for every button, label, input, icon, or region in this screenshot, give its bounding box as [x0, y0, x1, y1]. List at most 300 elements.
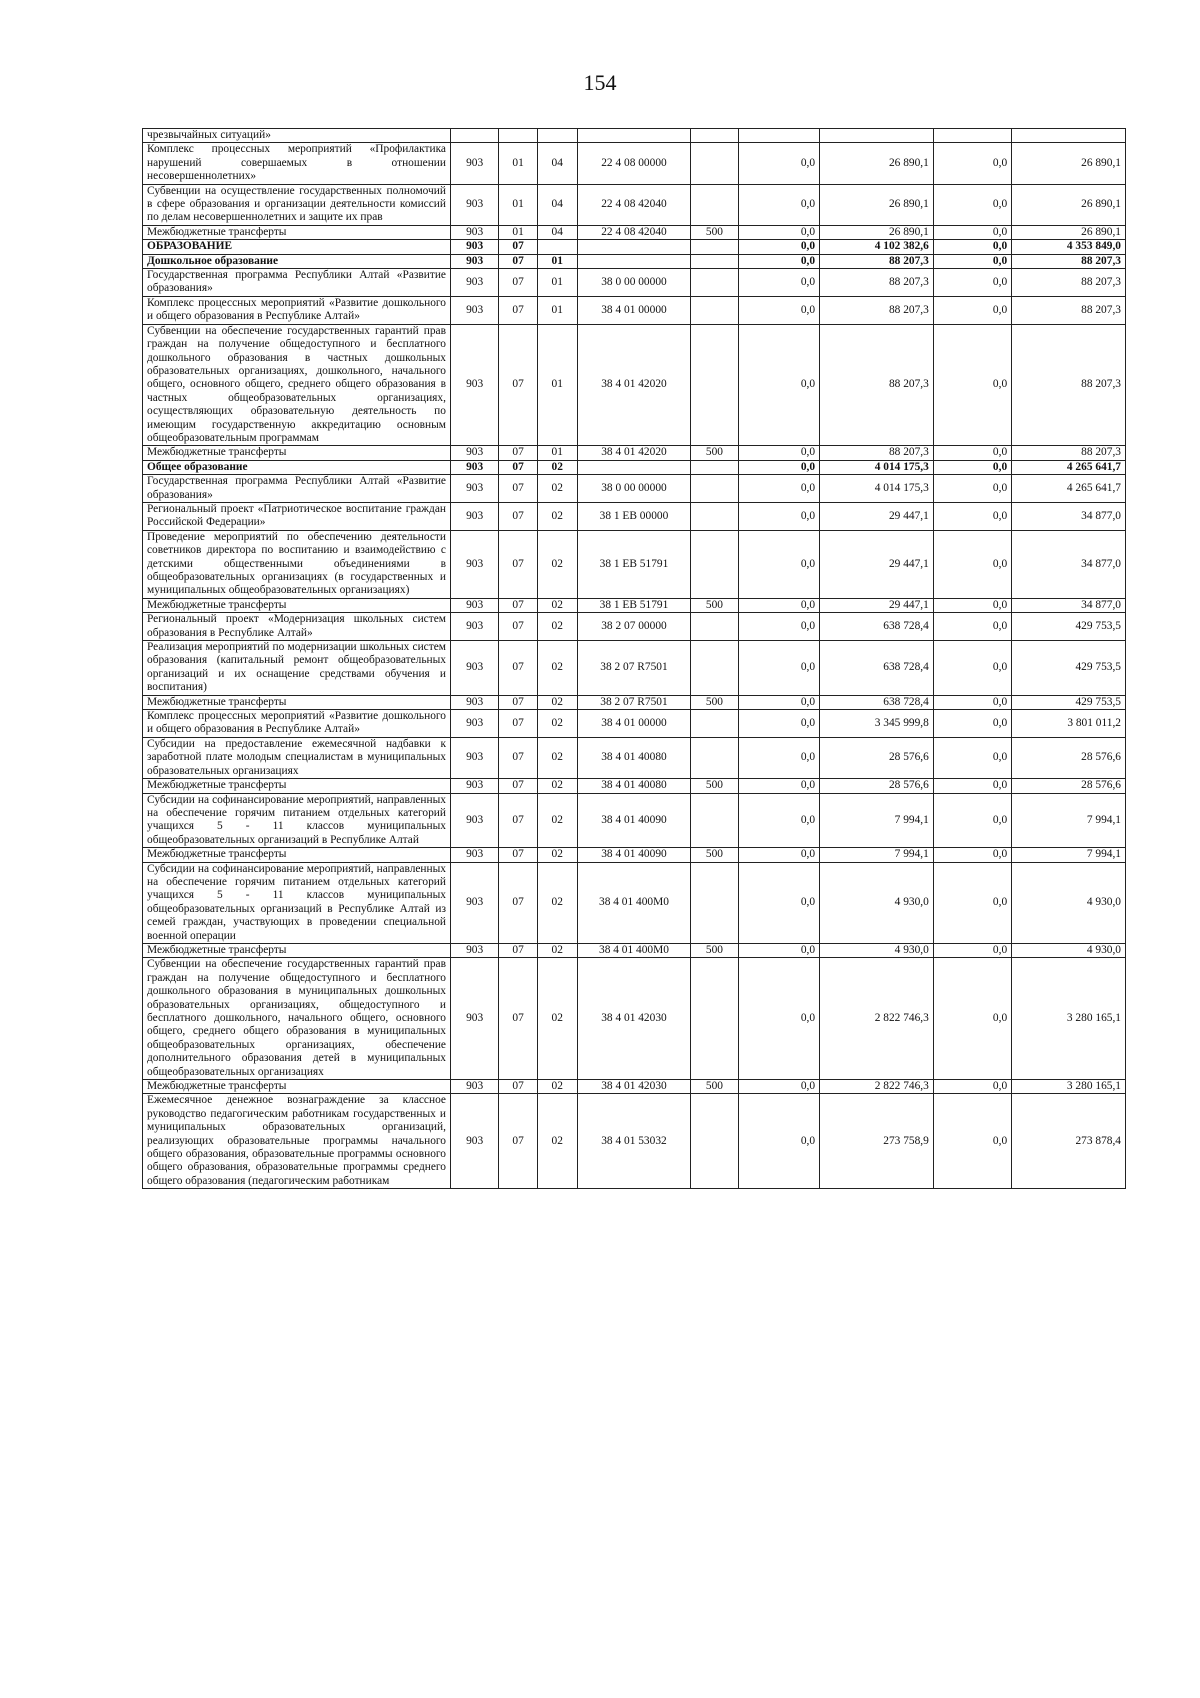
amount-col-1: 0,0 — [738, 240, 820, 254]
row-name: Межбюджетные трансферты — [143, 225, 451, 239]
subsection-code: 04 — [537, 225, 577, 239]
grbs-code: 903 — [450, 502, 498, 530]
grbs-code: 903 — [450, 240, 498, 254]
table-row — [143, 1094, 1126, 1189]
amount-col-1: 0,0 — [738, 296, 820, 324]
section-code: 07 — [499, 269, 538, 297]
target-article-code: 38 0 00 00000 — [577, 269, 691, 297]
amount-col-1: 0,0 — [738, 793, 820, 848]
row-name: Субвенции на обеспечение государственных гарантий прав граждан на получение общедоступного и бесплатного дошкольного образования в муниципальных дошкольных образовательных организациях, общедоступного и бесплатного дошкольного, начального общего, основного общего, среднего общего образования в муниципальных общеобразовательных организациях, обеспечение дополнительного образования детей в муниципальных общеобразовательных организациях — [143, 958, 451, 1080]
subsection-code: 02 — [537, 530, 577, 598]
row-name: Субсидии на предоставление ежемесячной надбавки к заработной плате молодым специалистам в муниципальных образовательных организациях — [143, 737, 451, 778]
expense-type-code — [691, 460, 738, 474]
target-article-code: 38 4 01 400M0 — [577, 943, 691, 957]
grbs-code: 903 — [450, 324, 498, 446]
row-name: Проведение мероприятий по обеспечению деятельности советников директора по воспитанию и взаимодействию с детскими общественными объединениями в общеобразовательных организациях (в государственных и муниципальных общеобразовательных организациях) — [143, 530, 451, 598]
amount-col-1: 0,0 — [738, 184, 820, 225]
amount-col-4: 429 753,5 — [1012, 695, 1126, 709]
table-row — [143, 793, 1126, 848]
subsection-code: 04 — [537, 143, 577, 184]
amount-col-3: 0,0 — [933, 254, 1011, 268]
amount-col-1: 0,0 — [738, 613, 820, 641]
grbs-code: 903 — [450, 943, 498, 957]
amount-col-3: 0,0 — [933, 475, 1011, 503]
table-row — [143, 862, 1126, 943]
grbs-code: 903 — [450, 446, 498, 460]
grbs-code: 903 — [450, 475, 498, 503]
section-code: 07 — [499, 737, 538, 778]
budget-table — [142, 128, 1126, 1189]
expense-type-code: 500 — [691, 1080, 738, 1094]
amount-col-1: 0,0 — [738, 143, 820, 184]
row-name: Субвенции на обеспечение государственных гарантий прав граждан на получение общедоступного и бесплатного дошкольного образования в частных дошкольных образовательных организациях, дошкольного, начального общего, основного общего, среднего общего образования в частных общеобразовательных организациях, осуществляющих образовательную деятельность по имеющим государственную аккредитацию основным общеобразовательным программам — [143, 324, 451, 446]
expense-type-code — [691, 475, 738, 503]
amount-col-3: 0,0 — [933, 641, 1011, 696]
row-name: Комплекс процессных мероприятий «Профилактика нарушений совершаемых в отношении несовершеннолетних» — [143, 143, 451, 184]
row-name: Межбюджетные трансферты — [143, 695, 451, 709]
expense-type-code: 500 — [691, 225, 738, 239]
table-row — [143, 779, 1126, 793]
amount-col-1: 0,0 — [738, 958, 820, 1080]
amount-col-3: 0,0 — [933, 296, 1011, 324]
grbs-code: 903 — [450, 225, 498, 239]
amount-col-2: 4 014 175,3 — [820, 475, 934, 503]
table-row — [143, 143, 1126, 184]
table-body — [143, 129, 1126, 1189]
amount-col-4: 26 890,1 — [1012, 225, 1126, 239]
amount-col-2: 2 822 746,3 — [820, 1080, 934, 1094]
subsection-code: 02 — [537, 1094, 577, 1189]
subsection-code: 04 — [537, 184, 577, 225]
subsection-code: 02 — [537, 710, 577, 738]
table-row — [143, 324, 1126, 446]
target-article-code: 38 0 00 00000 — [577, 475, 691, 503]
row-name: Реализация мероприятий по модернизации школьных систем образования (капитальный ремонт общеобразовательных организаций и их оснащение средствами обучения и воспитания) — [143, 641, 451, 696]
row-name: Межбюджетные трансферты — [143, 848, 451, 862]
subsection-code — [537, 129, 577, 143]
target-article-code: 38 4 01 42030 — [577, 958, 691, 1080]
amount-col-1: 0,0 — [738, 641, 820, 696]
subsection-code: 02 — [537, 613, 577, 641]
row-name: Ежемесячное денежное вознаграждение за классное руководство педагогическим работникам государственных и муниципальных образовательных организаций, реализующих образовательные программы начального общего образования, образовательные программы основного общего образования, образовательные программы среднего общего образования (педагогическим работникам — [143, 1094, 451, 1189]
section-code: 07 — [499, 613, 538, 641]
target-article-code: 38 1 ЕВ 00000 — [577, 502, 691, 530]
expense-type-code: 500 — [691, 598, 738, 612]
subsection-code: 02 — [537, 737, 577, 778]
section-code: 07 — [499, 1094, 538, 1189]
amount-col-4: 273 878,4 — [1012, 1094, 1126, 1189]
grbs-code: 903 — [450, 184, 498, 225]
amount-col-1: 0,0 — [738, 779, 820, 793]
expense-type-code — [691, 324, 738, 446]
amount-col-4: 4 930,0 — [1012, 943, 1126, 957]
amount-col-2: 4 930,0 — [820, 862, 934, 943]
grbs-code: 903 — [450, 779, 498, 793]
subsection-code: 02 — [537, 695, 577, 709]
target-article-code: 38 4 01 40080 — [577, 779, 691, 793]
grbs-code: 903 — [450, 296, 498, 324]
grbs-code: 903 — [450, 710, 498, 738]
grbs-code: 903 — [450, 598, 498, 612]
amount-col-1: 0,0 — [738, 943, 820, 957]
table-row — [143, 641, 1126, 696]
amount-col-4 — [1012, 129, 1126, 143]
section-code: 07 — [499, 943, 538, 957]
row-name: Комплекс процессных мероприятий «Развитие дошкольного и общего образования в Республике Алтай» — [143, 710, 451, 738]
subsection-code: 02 — [537, 862, 577, 943]
grbs-code: 903 — [450, 269, 498, 297]
row-name: Комплекс процессных мероприятий «Развитие дошкольного и общего образования в Республике Алтай» — [143, 296, 451, 324]
target-article-code: 38 4 01 40090 — [577, 793, 691, 848]
grbs-code: 903 — [450, 695, 498, 709]
expense-type-code: 500 — [691, 943, 738, 957]
row-name: Субвенции на осуществление государственных полномочий в сфере образования и организации деятельности комиссий по делам несовершеннолетних и защите их прав — [143, 184, 451, 225]
amount-col-3: 0,0 — [933, 710, 1011, 738]
subsection-code: 02 — [537, 779, 577, 793]
row-name: Субсидии на софинансирование мероприятий, направленных на обеспечение горячим питанием отдельных категорий учащихся 5 - 11 классов муниципальных общеобразовательных организаций в Республике Алтай из семей граждан, участвующих в проведении специальной военной операции — [143, 862, 451, 943]
amount-col-2: 88 207,3 — [820, 324, 934, 446]
target-article-code — [577, 460, 691, 474]
amount-col-2: 638 728,4 — [820, 695, 934, 709]
expense-type-code: 500 — [691, 848, 738, 862]
subsection-code: 02 — [537, 793, 577, 848]
amount-col-3: 0,0 — [933, 695, 1011, 709]
expense-type-code — [691, 254, 738, 268]
grbs-code: 903 — [450, 1094, 498, 1189]
target-article-code: 22 4 08 42040 — [577, 184, 691, 225]
amount-col-1: 0,0 — [738, 269, 820, 297]
amount-col-3: 0,0 — [933, 324, 1011, 446]
amount-col-3: 0,0 — [933, 848, 1011, 862]
table-row — [143, 530, 1126, 598]
target-article-code: 38 1 ЕВ 51791 — [577, 530, 691, 598]
row-name: Дошкольное образование — [143, 254, 451, 268]
section-code: 07 — [499, 475, 538, 503]
table-row — [143, 737, 1126, 778]
grbs-code: 903 — [450, 1080, 498, 1094]
section-code: 07 — [499, 254, 538, 268]
amount-col-2: 88 207,3 — [820, 254, 934, 268]
row-name: ОБРАЗОВАНИЕ — [143, 240, 451, 254]
amount-col-3: 0,0 — [933, 269, 1011, 297]
target-article-code: 38 4 01 42020 — [577, 446, 691, 460]
amount-col-3: 0,0 — [933, 225, 1011, 239]
row-name: Общее образование — [143, 460, 451, 474]
table-row — [143, 848, 1126, 862]
amount-col-2: 273 758,9 — [820, 1094, 934, 1189]
amount-col-3 — [933, 129, 1011, 143]
amount-col-2: 88 207,3 — [820, 269, 934, 297]
section-code: 07 — [499, 695, 538, 709]
expense-type-code — [691, 793, 738, 848]
section-code: 07 — [499, 779, 538, 793]
expense-type-code — [691, 240, 738, 254]
expense-type-code — [691, 296, 738, 324]
amount-col-4: 429 753,5 — [1012, 641, 1126, 696]
amount-col-1: 0,0 — [738, 710, 820, 738]
target-article-code — [577, 254, 691, 268]
amount-col-4: 88 207,3 — [1012, 324, 1126, 446]
amount-col-3: 0,0 — [933, 598, 1011, 612]
amount-col-1: 0,0 — [738, 737, 820, 778]
amount-col-1: 0,0 — [738, 598, 820, 612]
section-code: 07 — [499, 296, 538, 324]
section-code: 01 — [499, 143, 538, 184]
amount-col-3: 0,0 — [933, 613, 1011, 641]
target-article-code: 22 4 08 42040 — [577, 225, 691, 239]
row-name: Региональный проект «Модернизация школьных систем образования в Республике Алтай» — [143, 613, 451, 641]
section-code: 07 — [499, 862, 538, 943]
amount-col-4: 26 890,1 — [1012, 143, 1126, 184]
section-code: 07 — [499, 1080, 538, 1094]
amount-col-1: 0,0 — [738, 460, 820, 474]
row-name: Межбюджетные трансферты — [143, 943, 451, 957]
amount-col-2: 29 447,1 — [820, 502, 934, 530]
grbs-code: 903 — [450, 958, 498, 1080]
expense-type-code — [691, 143, 738, 184]
amount-col-4: 28 576,6 — [1012, 779, 1126, 793]
expense-type-code — [691, 269, 738, 297]
amount-col-2: 29 447,1 — [820, 598, 934, 612]
section-code: 01 — [499, 225, 538, 239]
grbs-code: 903 — [450, 254, 498, 268]
amount-col-2: 29 447,1 — [820, 530, 934, 598]
amount-col-1: 0,0 — [738, 446, 820, 460]
table-row — [143, 710, 1126, 738]
amount-col-1: 0,0 — [738, 502, 820, 530]
table-row — [143, 225, 1126, 239]
table-row — [143, 254, 1126, 268]
amount-col-4: 88 207,3 — [1012, 446, 1126, 460]
target-article-code: 38 2 07 00000 — [577, 613, 691, 641]
amount-col-3: 0,0 — [933, 240, 1011, 254]
amount-col-4: 88 207,3 — [1012, 269, 1126, 297]
amount-col-3: 0,0 — [933, 737, 1011, 778]
amount-col-1: 0,0 — [738, 848, 820, 862]
section-code: 07 — [499, 460, 538, 474]
table-row — [143, 296, 1126, 324]
amount-col-1 — [738, 129, 820, 143]
amount-col-1: 0,0 — [738, 695, 820, 709]
amount-col-2: 4 930,0 — [820, 943, 934, 957]
subsection-code: 02 — [537, 943, 577, 957]
subsection-code: 02 — [537, 475, 577, 503]
expense-type-code — [691, 184, 738, 225]
grbs-code: 903 — [450, 793, 498, 848]
section-code: 07 — [499, 324, 538, 446]
amount-col-3: 0,0 — [933, 862, 1011, 943]
target-article-code: 38 4 01 40090 — [577, 848, 691, 862]
amount-col-4: 88 207,3 — [1012, 296, 1126, 324]
amount-col-3: 0,0 — [933, 530, 1011, 598]
row-name: Региональный проект «Патриотическое воспитание граждан Российской Федерации» — [143, 502, 451, 530]
amount-col-2: 2 822 746,3 — [820, 958, 934, 1080]
subsection-code: 02 — [537, 1080, 577, 1094]
amount-col-1: 0,0 — [738, 225, 820, 239]
amount-col-3: 0,0 — [933, 958, 1011, 1080]
target-article-code: 38 4 01 00000 — [577, 296, 691, 324]
target-article-code: 38 4 01 40080 — [577, 737, 691, 778]
amount-col-2: 88 207,3 — [820, 296, 934, 324]
row-name: Государственная программа Республики Алтай «Развитие образования» — [143, 269, 451, 297]
subsection-code: 02 — [537, 502, 577, 530]
section-code — [499, 129, 538, 143]
amount-col-3: 0,0 — [933, 793, 1011, 848]
row-name: Межбюджетные трансферты — [143, 598, 451, 612]
expense-type-code — [691, 737, 738, 778]
table-row — [143, 943, 1126, 957]
subsection-code — [537, 240, 577, 254]
section-code: 07 — [499, 848, 538, 862]
expense-type-code — [691, 613, 738, 641]
target-article-code: 38 2 07 R7501 — [577, 695, 691, 709]
amount-col-2: 4 014 175,3 — [820, 460, 934, 474]
amount-col-4: 3 801 011,2 — [1012, 710, 1126, 738]
amount-col-3: 0,0 — [933, 1094, 1011, 1189]
subsection-code: 01 — [537, 324, 577, 446]
table-row — [143, 446, 1126, 460]
amount-col-1: 0,0 — [738, 530, 820, 598]
amount-col-3: 0,0 — [933, 460, 1011, 474]
table-row — [143, 269, 1126, 297]
amount-col-1: 0,0 — [738, 254, 820, 268]
expense-type-code — [691, 710, 738, 738]
table-row — [143, 240, 1126, 254]
amount-col-3: 0,0 — [933, 184, 1011, 225]
table-row — [143, 598, 1126, 612]
table-row — [143, 613, 1126, 641]
grbs-code: 903 — [450, 737, 498, 778]
target-article-code: 38 4 01 42030 — [577, 1080, 691, 1094]
amount-col-2: 28 576,6 — [820, 737, 934, 778]
table-row — [143, 129, 1126, 143]
section-code: 07 — [499, 530, 538, 598]
amount-col-3: 0,0 — [933, 446, 1011, 460]
target-article-code — [577, 129, 691, 143]
subsection-code: 01 — [537, 269, 577, 297]
grbs-code: 903 — [450, 143, 498, 184]
amount-col-4: 4 265 641,7 — [1012, 460, 1126, 474]
amount-col-2: 7 994,1 — [820, 793, 934, 848]
expense-type-code — [691, 1094, 738, 1189]
grbs-code: 903 — [450, 641, 498, 696]
amount-col-1: 0,0 — [738, 324, 820, 446]
row-name: чрезвычайных ситуаций» — [143, 129, 451, 143]
amount-col-2: 88 207,3 — [820, 446, 934, 460]
amount-col-2 — [820, 129, 934, 143]
section-code: 01 — [499, 184, 538, 225]
amount-col-4: 88 207,3 — [1012, 254, 1126, 268]
subsection-code: 01 — [537, 446, 577, 460]
section-code: 07 — [499, 446, 538, 460]
row-name: Межбюджетные трансферты — [143, 779, 451, 793]
subsection-code: 01 — [537, 296, 577, 324]
amount-col-4: 4 265 641,7 — [1012, 475, 1126, 503]
subsection-code: 02 — [537, 598, 577, 612]
row-name: Государственная программа Республики Алтай «Развитие образования» — [143, 475, 451, 503]
amount-col-4: 7 994,1 — [1012, 793, 1126, 848]
expense-type-code — [691, 530, 738, 598]
amount-col-2: 638 728,4 — [820, 641, 934, 696]
amount-col-2: 3 345 999,8 — [820, 710, 934, 738]
table-row — [143, 1080, 1126, 1094]
amount-col-3: 0,0 — [933, 779, 1011, 793]
target-article-code — [577, 240, 691, 254]
section-code: 07 — [499, 641, 538, 696]
grbs-code: 903 — [450, 613, 498, 641]
amount-col-4: 3 280 165,1 — [1012, 1080, 1126, 1094]
section-code: 07 — [499, 502, 538, 530]
grbs-code: 903 — [450, 530, 498, 598]
amount-col-2: 7 994,1 — [820, 848, 934, 862]
page-number: 154 — [583, 70, 617, 95]
amount-col-4: 34 877,0 — [1012, 502, 1126, 530]
expense-type-code: 500 — [691, 779, 738, 793]
amount-col-3: 0,0 — [933, 143, 1011, 184]
amount-col-4: 3 280 165,1 — [1012, 958, 1126, 1080]
section-code: 07 — [499, 958, 538, 1080]
amount-col-2: 28 576,6 — [820, 779, 934, 793]
row-name: Субсидии на софинансирование мероприятий, направленных на обеспечение горячим питанием отдельных категорий учащихся 5 - 11 классов муниципальных общеобразовательных организаций в Республике Алтай — [143, 793, 451, 848]
target-article-code: 38 4 01 53032 — [577, 1094, 691, 1189]
amount-col-2: 26 890,1 — [820, 184, 934, 225]
row-name: Межбюджетные трансферты — [143, 446, 451, 460]
target-article-code: 38 2 07 R7501 — [577, 641, 691, 696]
amount-col-1: 0,0 — [738, 1080, 820, 1094]
subsection-code: 02 — [537, 848, 577, 862]
amount-col-4: 4 353 849,0 — [1012, 240, 1126, 254]
subsection-code: 02 — [537, 641, 577, 696]
expense-type-code — [691, 129, 738, 143]
section-code: 07 — [499, 240, 538, 254]
section-code: 07 — [499, 793, 538, 848]
amount-col-1: 0,0 — [738, 475, 820, 503]
expense-type-code — [691, 641, 738, 696]
table-row — [143, 184, 1126, 225]
subsection-code: 01 — [537, 254, 577, 268]
table-row — [143, 502, 1126, 530]
amount-col-3: 0,0 — [933, 943, 1011, 957]
grbs-code: 903 — [450, 862, 498, 943]
grbs-code — [450, 129, 498, 143]
target-article-code: 22 4 08 00000 — [577, 143, 691, 184]
table-row — [143, 475, 1126, 503]
target-article-code: 38 4 01 00000 — [577, 710, 691, 738]
expense-type-code: 500 — [691, 695, 738, 709]
expense-type-code — [691, 958, 738, 1080]
amount-col-4: 34 877,0 — [1012, 530, 1126, 598]
amount-col-2: 26 890,1 — [820, 143, 934, 184]
table-row — [143, 460, 1126, 474]
amount-col-4: 4 930,0 — [1012, 862, 1126, 943]
expense-type-code — [691, 502, 738, 530]
target-article-code: 38 4 01 400M0 — [577, 862, 691, 943]
amount-col-4: 34 877,0 — [1012, 598, 1126, 612]
expense-type-code — [691, 862, 738, 943]
target-article-code: 38 4 01 42020 — [577, 324, 691, 446]
amount-col-4: 28 576,6 — [1012, 737, 1126, 778]
section-code: 07 — [499, 598, 538, 612]
amount-col-2: 4 102 382,6 — [820, 240, 934, 254]
amount-col-4: 26 890,1 — [1012, 184, 1126, 225]
grbs-code: 903 — [450, 460, 498, 474]
table-row — [143, 695, 1126, 709]
expense-type-code: 500 — [691, 446, 738, 460]
grbs-code: 903 — [450, 848, 498, 862]
amount-col-2: 26 890,1 — [820, 225, 934, 239]
amount-col-4: 7 994,1 — [1012, 848, 1126, 862]
amount-col-3: 0,0 — [933, 1080, 1011, 1094]
